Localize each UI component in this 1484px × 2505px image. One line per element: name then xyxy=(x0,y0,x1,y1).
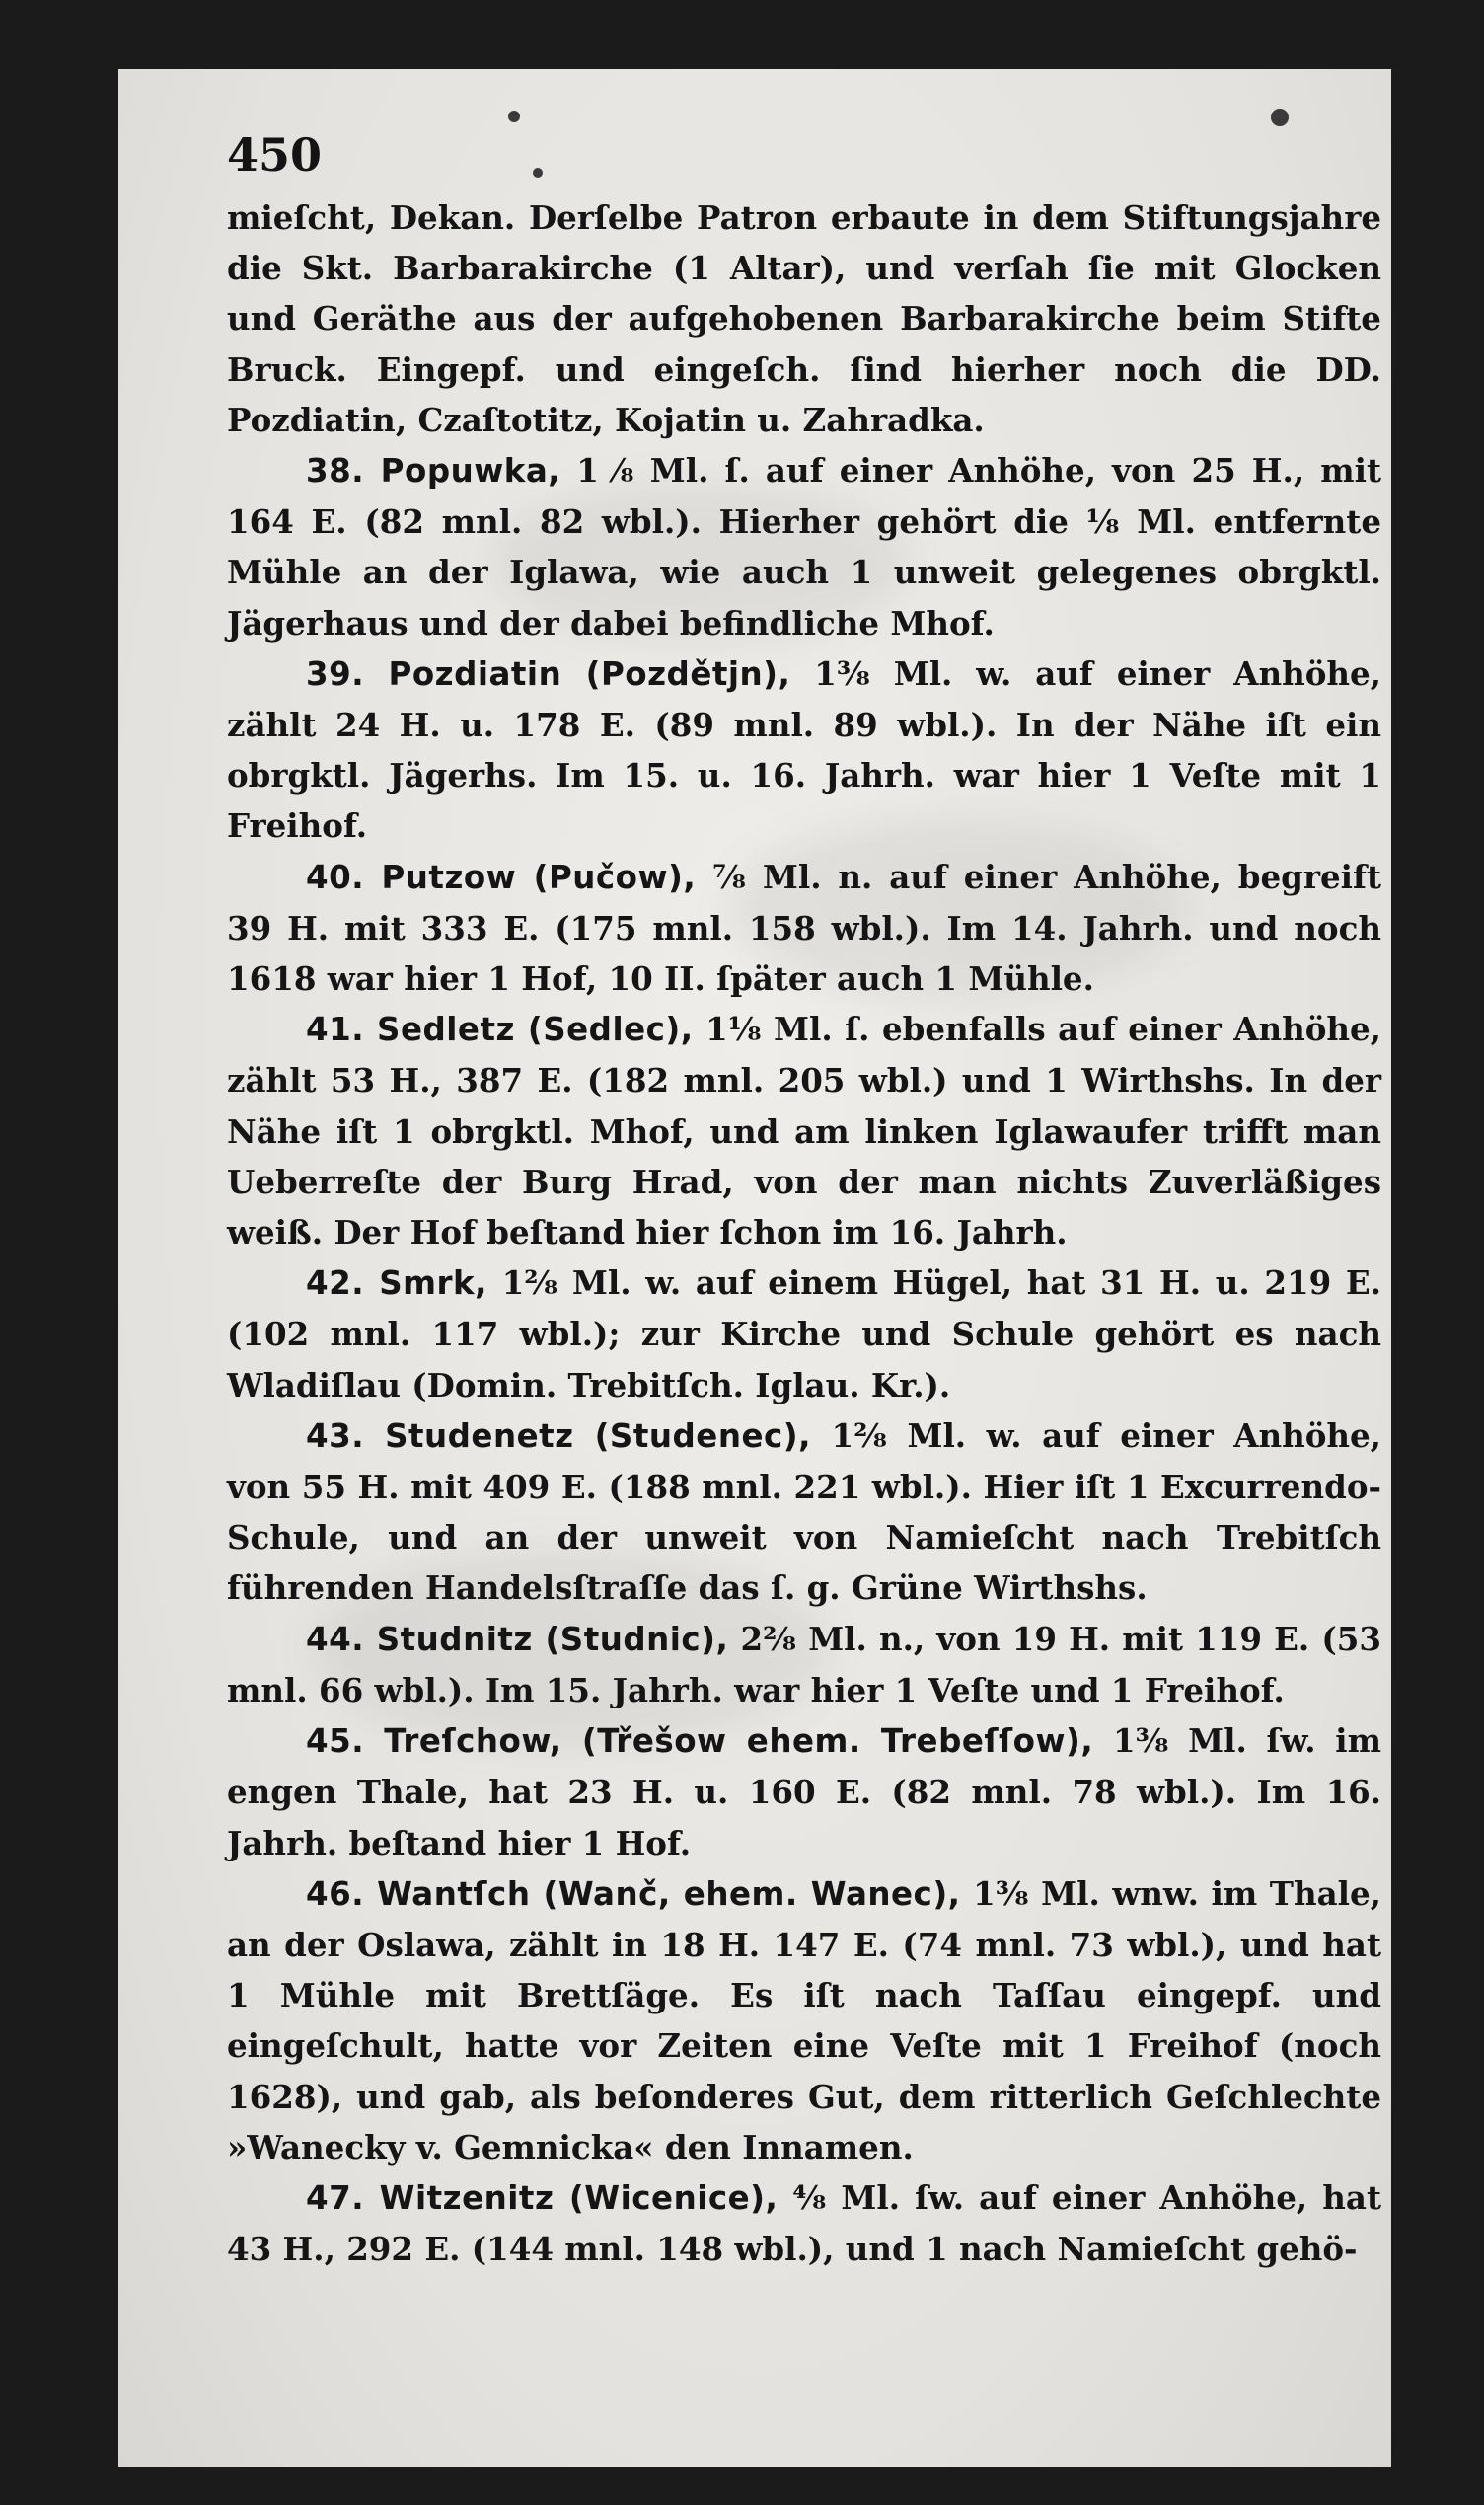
entry-text: 1³⁄₈ Ml. wnw. im Thale, an der Oslawa, zählt in 18 H. 147 E. (74 mnl. 73 wbl.), und hat 1 Mühle mit Brettſäge. Es iſt nach Taſſau eingepf. und eingeſchult, hatte vor Zeiten eine Veſte mit 1 Freihof (noch 1628), und gab, als beſonderes Gut, dem ritterlich Geſchlechte »Wanecky v. Gemnicka« den Innamen. xyxy=(227,1873,1381,2166)
entry-47 xyxy=(227,2172,1381,2274)
ink-speck xyxy=(1271,109,1289,126)
entry-text: 1¹⁄₈ Ml. ſ. ebenfalls auf einer Anhöhe, zählt 53 H., 387 E. (182 mnl. 205 wbl.) und 1 Wirthshs. In der Nähe iſt 1 obrgktl. Mhof, und am linken Iglawaufer trifft man Ueberreſte der Burg Hrad, von der man nichts Zuverläßiges weiß. Der Hof beſtand hier ſchon im 16. Jahrh. xyxy=(227,1010,1382,1252)
entry-text: 1²⁄₈ Ml. w. auf einem Hügel, hat 31 H. u. 219 E. (102 mnl. 117 wbl.); zur Kirche und Schule gehört es nach Wladiſlau (Domin. Trebitſch. Iglau. Kr.). xyxy=(227,1263,1381,1404)
entry-text: ⁷⁄₈ Ml. n. auf einer Anhöhe, begreift 39 H. mit 333 E. (175 mnl. 158 wbl.). Im 14. Jahrh. und noch 1618 war hier 1 Hof, 10 II. ſpäter auch 1 Mühle. xyxy=(227,857,1381,999)
entry-text: ⁴⁄₈ Ml. ſw. auf einer Anhöhe, hat 43 H., 292 E. (144 mnl. 148 wbl.), und 1 nach Namieſcht gehö- xyxy=(227,2177,1381,2269)
entry-44 xyxy=(227,1614,1381,1715)
page-number: 450 xyxy=(227,128,323,182)
ink-speck xyxy=(533,168,543,178)
place-name: 41. Sedletz (Sedlec), xyxy=(306,1011,694,1049)
entry-text: 1³⁄₈ Ml. w. auf einer Anhöhe, zählt 24 H. u. 178 E. (89 mnl. 89 wbl.). In der Nähe iſt ein obrgktl. Jägerhs. Im 15. u. 16. Jahrh. war hier 1 Veſte mit 1 Freihof. xyxy=(227,653,1381,846)
place-name: 46. Wantſch (Wanč, ehem. Wanec), xyxy=(306,1874,961,1913)
place-name: 40. Putzow (Pučow), xyxy=(306,858,697,896)
place-name: 44. Studnitz (Studnic), xyxy=(306,1620,729,1658)
paragraph-continuation xyxy=(227,192,1381,445)
place-name: 38. Popuwka, xyxy=(306,452,561,491)
paragraph-text: mieſcht, Dekan. Derſelbe Patron erbaute in dem Stiftungsjahre die Skt. Barbarakirche (1 Altar), und verſah ſie mit Glocken und Geräthe aus der aufgehobenen Barbarakirche beim Stifte Bruck. Eingepf. und eingeſch. ſind hierher noch die DD. Pozdiatin, Czaſtotitz, Kojatin u. Zahradka. xyxy=(227,198,1381,439)
entry-text: 1 ⁄₈ Ml. ſ. auf einer Anhöhe, von 25 H., mit 164 E. (82 mnl. 82 wbl.). Hierher gehört die ¹⁄₈ Ml. entfernte Mühle an der Iglawa, wie auch 1 unweit gelegenes obrgktl. Jägerhaus und der dabei befindliche Mhof. xyxy=(227,451,1381,643)
entry-text: 2²⁄₈ Ml. n., von 19 H. mit 119 E. (53 mnl. 66 wbl.). Im 15. Jahrh. war hier 1 Veſte und 1 Freihof. xyxy=(227,1619,1381,1709)
ink-speck xyxy=(508,111,520,122)
place-name: 42. Smrk, xyxy=(306,1264,488,1303)
entry-text: 1²⁄₈ Ml. w. auf einer Anhöhe, von 55 H. mit 409 E. (188 mnl. 221 wbl.). Hier iſt 1 Excurrendo-Schule, und an der unweit von Namieſcht nach Trebitſch führenden Handelsſtraſſe das ſ. g. Grüne Wirthshs. xyxy=(227,1415,1381,1608)
entry-41 xyxy=(227,1004,1381,1257)
place-name: 45. Treſchow, (Třešow ehem. Trebeſſow), xyxy=(306,1722,1094,1761)
place-name: 39. Pozdiatin (Pozdětjn), xyxy=(306,654,791,693)
page-text xyxy=(227,192,1381,2274)
place-name: 43. Studenetz (Studenec), xyxy=(306,1416,811,1455)
entry-40 xyxy=(227,852,1381,1005)
entry-43 xyxy=(227,1410,1381,1614)
entry-38 xyxy=(227,445,1381,648)
place-name: 47. Witzenitz (Wicenice), xyxy=(306,2178,779,2217)
entry-39 xyxy=(227,648,1381,852)
entry-42 xyxy=(227,1257,1381,1410)
entry-46 xyxy=(227,1868,1381,2172)
entry-45 xyxy=(227,1715,1381,1868)
entry-text: 1³⁄₈ Ml. ſw. im engen Thale, hat 23 H. u. 160 E. (82 mnl. 78 wbl.). Im 16. Jahrh. beſtand hier 1 Hof. xyxy=(227,1721,1381,1862)
scanned-book-page xyxy=(118,69,1391,2467)
